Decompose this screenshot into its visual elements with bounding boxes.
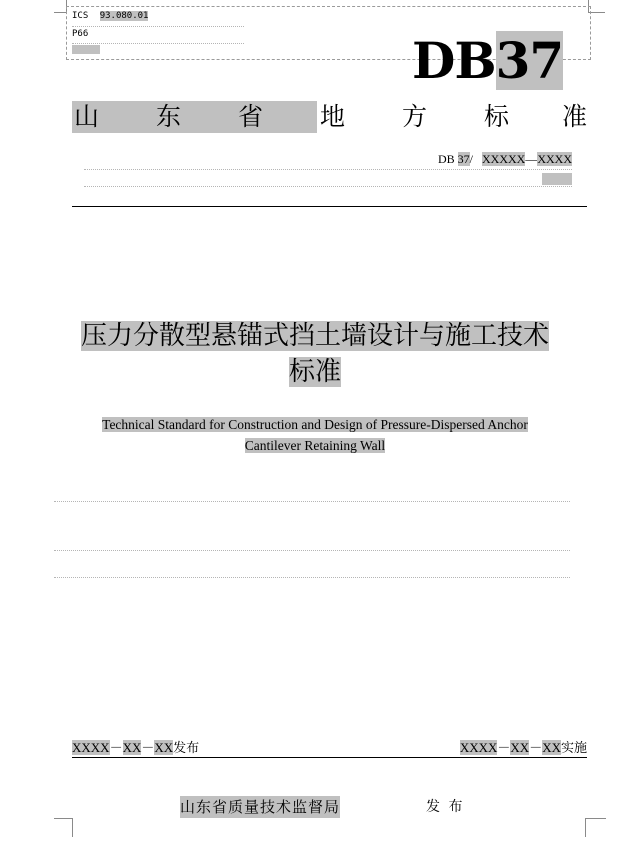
implement-sep: －	[497, 740, 511, 755]
crop-mark-bottom-left	[54, 818, 73, 837]
implement-year: XXXX	[459, 740, 498, 755]
std-replace-line	[84, 186, 572, 187]
standard-type-char: 地	[320, 102, 346, 131]
publish-year: XXXX	[72, 740, 110, 755]
ccs-underline	[72, 43, 244, 44]
std-number-year: XXXX	[537, 152, 572, 166]
standard-type-char: 标	[484, 102, 510, 131]
placeholder-line	[54, 577, 570, 578]
publish-sep: －	[141, 740, 155, 755]
implement-day: XX	[542, 740, 561, 755]
standard-type-char: 方	[402, 102, 428, 131]
issuing-authority: 山东省质量技术监督局	[180, 798, 341, 816]
publish-label: 发布	[173, 741, 200, 756]
implement-month: XX	[510, 740, 530, 755]
issue-label: 发 布	[426, 799, 465, 815]
title-en-line1: Technical Standard for Construction and Design of Pressure-Dispersed Anchor	[102, 417, 528, 432]
db-mark-prefix: DB	[412, 31, 496, 90]
standard-type-char: 东	[156, 102, 182, 131]
ccs-code: P66	[72, 29, 89, 39]
std-number-slash: /	[469, 152, 473, 166]
title-chinese	[62, 318, 568, 390]
standard-type-title	[72, 100, 588, 134]
title-english	[66, 414, 564, 456]
std-number-dash: —	[525, 152, 538, 166]
standard-type-highlight	[72, 101, 317, 133]
ics-line	[72, 11, 148, 21]
std-number-prefix: DB	[437, 152, 455, 166]
std-number-underline	[84, 169, 572, 170]
implement-sep: －	[529, 740, 543, 755]
placeholder-line	[54, 501, 570, 502]
header-rule	[72, 206, 587, 207]
standard-type-char: 山	[74, 102, 100, 131]
ics-code: 93.080.01	[99, 11, 149, 21]
publish-month: XX	[122, 740, 142, 755]
ccs-placeholder	[72, 45, 100, 54]
db-mark	[412, 31, 564, 90]
std-replace-placeholder	[542, 173, 572, 185]
title-en-line2: Cantilever Retaining Wall	[244, 438, 386, 453]
title-cn-line1: 压力分散型悬锚式挡土墙设计与施工技术	[80, 321, 549, 351]
implement-label: 实施	[560, 741, 587, 756]
ics-label: ICS	[72, 11, 89, 21]
implement-date	[460, 739, 587, 758]
footer-rule	[72, 757, 587, 758]
standard-type-char: 省	[238, 102, 264, 131]
publish-sep: －	[109, 740, 123, 755]
placeholder-line	[54, 550, 570, 551]
crop-mark-bottom-right	[585, 818, 606, 837]
ics-underline	[72, 26, 244, 27]
std-number-serial: XXXXX	[481, 152, 526, 166]
standard-number	[438, 151, 572, 167]
publish-day: XX	[154, 740, 174, 755]
publish-date	[72, 739, 199, 758]
standard-type-char: 准	[562, 102, 588, 131]
std-number-code: 37	[457, 152, 470, 166]
title-cn-line2: 标准	[288, 357, 341, 387]
db-mark-number: 37	[495, 31, 564, 90]
